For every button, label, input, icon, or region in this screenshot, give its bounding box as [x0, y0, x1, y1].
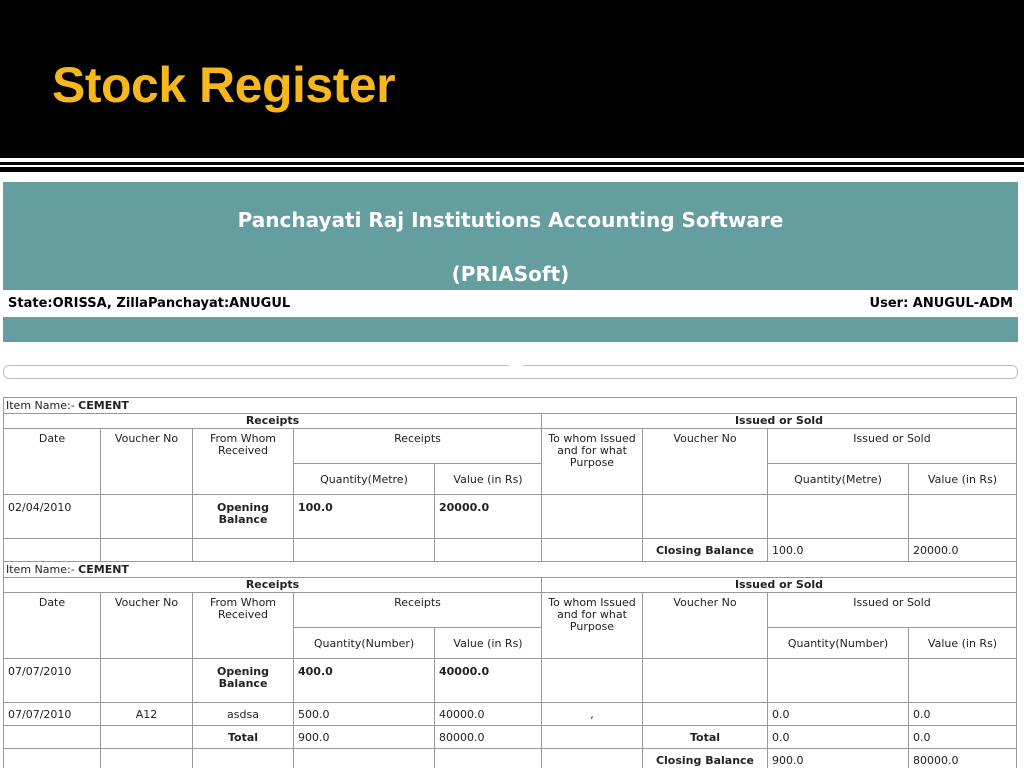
closing-qty-cell: 100.0: [768, 539, 909, 562]
issue-qty-cell: 0.0: [768, 703, 909, 726]
info-bar: [3, 290, 1018, 316]
issued-total-label: Total: [643, 726, 768, 749]
opening-balance-row: [4, 495, 1017, 539]
to-whom-cell: ,: [542, 703, 643, 726]
receipt-value-header: Value (in Rs): [435, 628, 542, 659]
receipt-qty-cell: 500.0: [294, 703, 435, 726]
state-info: State:ORISSA, ZillaPanchayat:ANUGUL: [8, 296, 291, 311]
issue-qty-header: Quantity(Number): [768, 628, 909, 659]
date-header: Date: [4, 429, 101, 495]
date-cell: 07/07/2010: [4, 659, 101, 703]
issued-subheader: Issued or Sold: [768, 429, 1017, 464]
closing-balance-row: [4, 749, 1017, 768]
issue-value-cell: [909, 659, 1017, 703]
issue-value-header: Value (in Rs): [909, 628, 1017, 659]
receipt-value-cell: 40000.0: [435, 659, 542, 703]
issue-voucher-cell: [643, 703, 768, 726]
total-row: [4, 726, 1017, 749]
app-title: Panchayati Raj Institutions Accounting Software: [237, 208, 784, 232]
receipt-value-cell: 20000.0: [435, 495, 542, 539]
content-frame: [3, 365, 1018, 379]
item-name-label: Item Name:-: [6, 563, 79, 576]
to-whom-header: To whom Issued and for what Purpose: [542, 593, 643, 659]
item-name-label: Item Name:-: [6, 399, 79, 412]
date-cell: 07/07/2010: [4, 703, 101, 726]
app-header: [3, 182, 1018, 290]
closing-balance-label: Closing Balance: [643, 539, 768, 562]
voucher-cell: [101, 495, 193, 539]
receipts-total-label: Total: [193, 726, 294, 749]
column-header-row: [4, 593, 1017, 628]
receipt-qty-cell: 100.0: [294, 495, 435, 539]
closing-balance-label: Closing Balance: [643, 749, 768, 768]
issue-voucher-header: Voucher No: [643, 593, 768, 659]
from-whom-cell: Opening Balance: [193, 495, 294, 539]
voucher-header: Voucher No: [101, 429, 193, 495]
receipts-heading: Receipts: [4, 414, 542, 429]
issue-total-value: 0.0: [909, 726, 1017, 749]
menu-bar[interactable]: [3, 317, 1018, 342]
issue-voucher-cell: [643, 495, 768, 539]
from-whom-header: From Whom Received: [193, 429, 294, 495]
to-whom-header: To whom Issued and for what Purpose: [542, 429, 643, 495]
issue-total-qty: 0.0: [768, 726, 909, 749]
title-divider-thin: [0, 165, 1024, 167]
receipt-total-value: 80000.0: [435, 726, 542, 749]
issue-value-header: Value (in Rs): [909, 464, 1017, 495]
app-screenshot: [0, 172, 1024, 768]
app-subtitle: (PRIASoft): [451, 262, 570, 286]
user-info: User: ANUGUL-ADM: [869, 296, 1013, 311]
issued-heading: Issued or Sold: [542, 414, 1017, 429]
item-name-row: [4, 398, 1017, 414]
from-whom-cell: Opening Balance: [193, 659, 294, 703]
from-whom-cell: asdsa: [193, 703, 294, 726]
voucher-cell: [101, 659, 193, 703]
closing-value-cell: 20000.0: [909, 539, 1017, 562]
receipt-total-qty: 900.0: [294, 726, 435, 749]
receipt-qty-cell: 400.0: [294, 659, 435, 703]
section-header-row: [4, 414, 1017, 429]
issue-qty-cell: [768, 495, 909, 539]
receipts-subheader: Receipts: [294, 429, 542, 464]
receipts-subheader: Receipts: [294, 593, 542, 628]
column-header-row: [4, 429, 1017, 464]
issue-value-cell: 0.0: [909, 703, 1017, 726]
to-whom-cell: [542, 495, 643, 539]
issued-subheader: Issued or Sold: [768, 593, 1017, 628]
issue-voucher-header: Voucher No: [643, 429, 768, 495]
issue-voucher-cell: [643, 659, 768, 703]
slide-title: Stock Register: [52, 57, 396, 113]
opening-balance-row: [4, 659, 1017, 703]
item-name-value: CEMENT: [78, 563, 129, 576]
transaction-row: [4, 703, 1017, 726]
voucher-header: Voucher No: [101, 593, 193, 659]
date-cell: 02/04/2010: [4, 495, 101, 539]
issue-qty-header: Quantity(Metre): [768, 464, 909, 495]
closing-qty-cell: 900.0: [768, 749, 909, 768]
receipt-value-cell: 40000.0: [435, 703, 542, 726]
receipt-qty-header: Quantity(Number): [294, 628, 435, 659]
to-whom-cell: [542, 659, 643, 703]
closing-value-cell: 80000.0: [909, 749, 1017, 768]
stock-register-table: [3, 397, 1017, 768]
item-name-row: [4, 562, 1017, 578]
issued-heading: Issued or Sold: [542, 578, 1017, 593]
from-whom-header: From Whom Received: [193, 593, 294, 659]
receipts-heading: Receipts: [4, 578, 542, 593]
closing-balance-row: [4, 539, 1017, 562]
title-divider: [0, 158, 1024, 162]
item-name-value: CEMENT: [78, 399, 129, 412]
section-header-row: [4, 578, 1017, 593]
receipt-qty-header: Quantity(Metre): [294, 464, 435, 495]
voucher-cell: A12: [101, 703, 193, 726]
issue-qty-cell: [768, 659, 909, 703]
issue-value-cell: [909, 495, 1017, 539]
date-header: Date: [4, 593, 101, 659]
receipt-value-header: Value (in Rs): [435, 464, 542, 495]
